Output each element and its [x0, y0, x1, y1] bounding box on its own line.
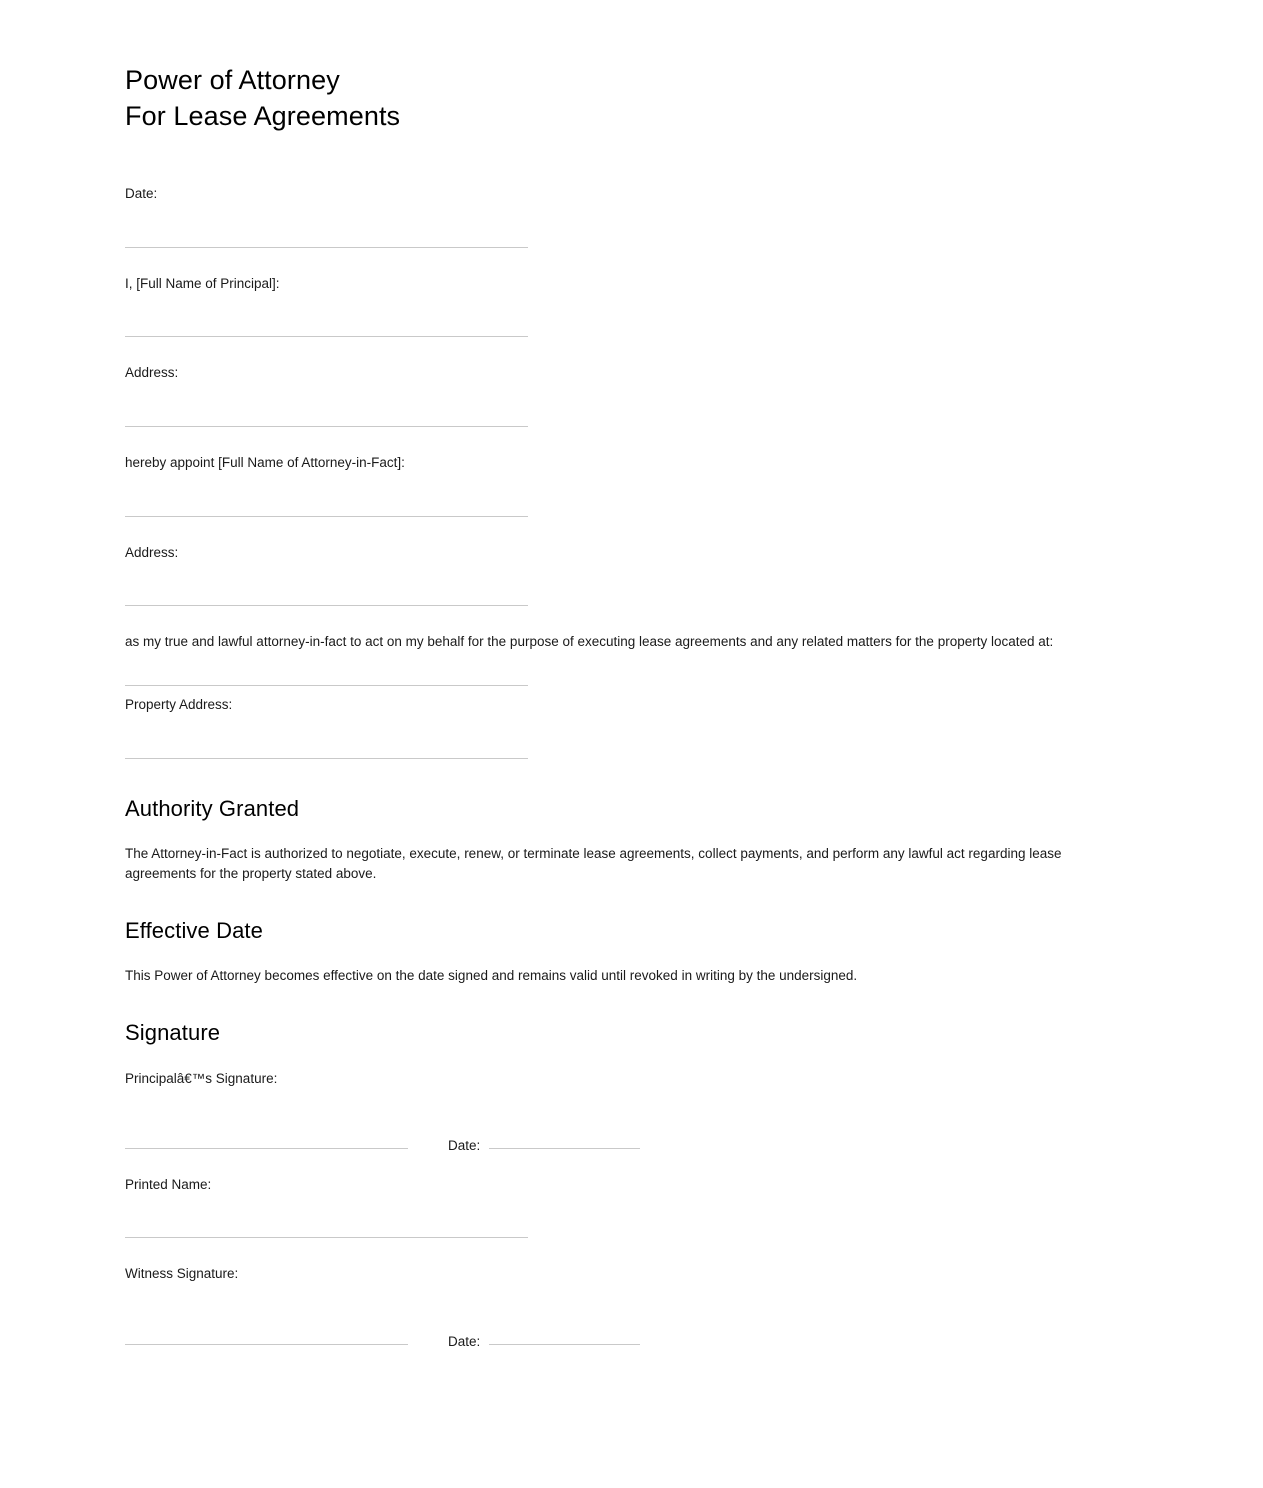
spacer [125, 883, 1125, 917]
spacer [125, 427, 1125, 453]
spacer [125, 248, 1125, 274]
field-attorney-address-label: Address: [125, 544, 179, 560]
spacer [125, 1047, 1125, 1069]
principal-signature-row [125, 1135, 1125, 1154]
witness-date-label: Date: [448, 1334, 481, 1350]
spacer [125, 293, 1125, 336]
witness-signature-input-line[interactable] [125, 1344, 408, 1345]
field-principal-address [125, 363, 1125, 427]
spacer [125, 686, 1125, 695]
document-content [125, 62, 1125, 1350]
field-principal-signature-label: Principalâ€™s Signature: [125, 1070, 278, 1086]
field-property-address [125, 685, 1125, 759]
section-heading-effective-date: Effective Date [125, 917, 263, 943]
spacer [125, 562, 1125, 605]
witness-date-input-line[interactable] [489, 1344, 640, 1345]
page-title-line-2: For Lease Agreements [125, 101, 401, 132]
spacer [125, 134, 1125, 184]
spacer [125, 473, 1125, 516]
page-title [125, 62, 1125, 134]
field-date-label: Date: [125, 186, 158, 202]
spacer [125, 1194, 1125, 1237]
principal-date-label: Date: [448, 1138, 481, 1154]
section-heading-signature: Signature [125, 1020, 221, 1046]
spacer [125, 1088, 1125, 1135]
spacer [125, 651, 1125, 685]
spacer [125, 715, 1125, 758]
spacer [125, 1238, 1125, 1264]
principal-date-input-line[interactable] [489, 1148, 640, 1149]
witness-signature-row [125, 1331, 1125, 1350]
purpose-paragraph: as my true and lawful attorney-in-fact to act on my behalf for the purpose of executing lease agreements and any related matters for the property located at: [125, 634, 1054, 650]
field-attorney-name-label: hereby appoint [Full Name of Attorney-in-Fact]: [125, 455, 405, 471]
spacer [125, 1149, 1125, 1175]
spacer [125, 383, 1125, 426]
page-title-line-1: Power of Attorney [125, 65, 340, 95]
field-principal-address-label: Address: [125, 365, 179, 381]
field-attorney-name [125, 453, 1125, 517]
field-witness-signature-label: Witness Signature: [125, 1266, 239, 1282]
section-body-effective-date: This Power of Attorney becomes effective on the date signed and remains valid until revoked in writing by the undersigned. [125, 968, 858, 984]
field-property-address-label: Property Address: [125, 697, 233, 713]
spacer [125, 822, 1125, 844]
principal-signature-input-line[interactable] [125, 1148, 408, 1149]
spacer [125, 985, 1125, 1019]
field-principal-name-label: I, [Full Name of Principal]: [125, 275, 280, 291]
field-date [125, 184, 1125, 248]
field-attorney-address [125, 543, 1125, 607]
field-principal-name [125, 274, 1125, 338]
spacer [125, 944, 1125, 966]
section-heading-authority-granted: Authority Granted [125, 795, 300, 821]
spacer [125, 1284, 1125, 1331]
section-body-authority-granted: The Attorney-in-Fact is authorized to negotiate, execute, renew, or terminate lease agreements, collect payments, and perform any lawful act regarding lease agreements for the property stated above. [125, 846, 1062, 881]
field-printed-name-label: Printed Name: [125, 1176, 212, 1192]
spacer [125, 517, 1125, 543]
spacer [125, 337, 1125, 363]
spacer [125, 759, 1125, 795]
spacer [125, 606, 1125, 632]
spacer [125, 204, 1125, 247]
